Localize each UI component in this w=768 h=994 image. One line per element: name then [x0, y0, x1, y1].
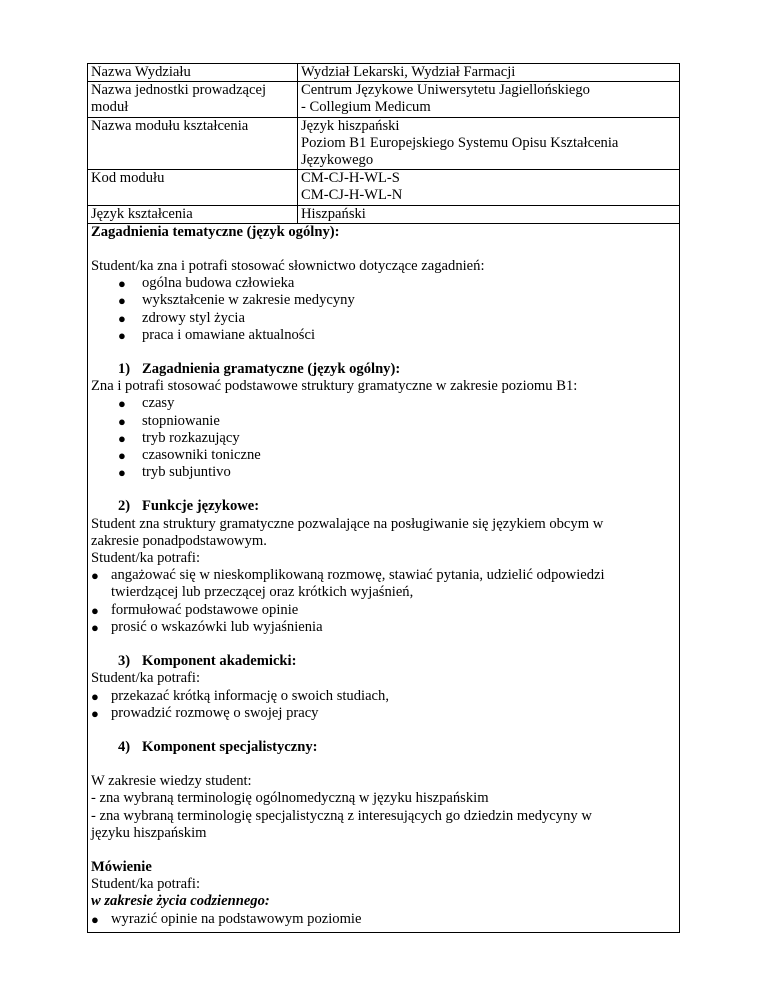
intro-text: Zna i potrafi stosować podstawowe struktury gramatyczne w zakresie poziomu B1:	[91, 378, 578, 395]
grammar-list	[91, 395, 676, 481]
list-item: ● praca i omawiane aktualności	[118, 326, 316, 343]
bullet-icon: ●	[91, 688, 99, 704]
intro-text: Student/ka potrafi:	[91, 670, 201, 687]
bullet-icon: ●	[91, 602, 99, 618]
intro-text: Student/ka potrafi:	[91, 876, 201, 893]
functions-list	[91, 567, 676, 636]
label-cell	[88, 205, 298, 223]
value-text: Hiszpański	[301, 205, 366, 222]
section-2-heading: 2) Funkcje językowe:	[118, 498, 260, 515]
value-cell	[298, 64, 680, 82]
paragraph-line: języku hiszpańskim	[91, 824, 207, 841]
list-item: ● zdrowy styl życia	[118, 309, 245, 326]
bullet-icon: ●	[118, 310, 126, 326]
list-item: ● angażować się w nieskomplikowaną rozmowę, stawiać pytania, udzielić odpowiedzi twierdzącej lub przeczącej oraz krótkich wyjaśnień,	[91, 567, 605, 601]
value-cell	[298, 170, 680, 205]
bullet-icon: ●	[118, 396, 126, 412]
bullet-icon: ●	[118, 413, 126, 429]
bullet-icon: ●	[91, 568, 99, 584]
bullet-icon: ●	[118, 430, 126, 446]
paragraph-line: W zakresie wiedzy student:	[91, 773, 252, 790]
bullet-icon: ●	[118, 276, 126, 292]
bullet-icon: ●	[91, 619, 99, 635]
list-item: ● prosić o wskazówki lub wyjaśnienia	[91, 618, 323, 635]
label-cell	[88, 82, 298, 117]
table-row	[88, 64, 680, 82]
document	[87, 63, 680, 933]
label-cell	[88, 117, 298, 170]
bullet-icon: ●	[91, 705, 99, 721]
value-text: - Collegium Medicum	[301, 99, 431, 116]
paragraph-line: - zna wybraną terminologię ogólnomedyczną w języku hiszpańskim	[91, 790, 489, 807]
value-text: Język hiszpański	[301, 117, 400, 134]
list-item: ● formułować podstawowe opinie	[91, 601, 299, 618]
label-cell	[88, 64, 298, 82]
paragraph-line: Student zna struktury gramatyczne pozwalające na posługiwanie się językiem obcym w	[91, 515, 604, 532]
value-text: Językowego	[301, 152, 374, 169]
bullet-icon: ●	[118, 448, 126, 464]
table-row	[88, 170, 680, 205]
list-item: ● stopniowanie	[118, 412, 220, 429]
section-1-heading: 1) Zagadnienia gramatyczne (język ogólny):	[118, 361, 401, 378]
label-text: moduł	[91, 99, 129, 116]
topics-list	[91, 275, 676, 344]
value-text: CM-CJ-H-WL-N	[301, 187, 403, 204]
bullet-icon: ●	[118, 465, 126, 481]
speaking-list	[91, 911, 676, 928]
label-text: Nazwa jednostki prowadzącej	[91, 82, 267, 99]
label-text: Kod modułu	[91, 170, 165, 187]
list-item: ● tryb rozkazujący	[118, 429, 240, 446]
list-item: ● tryb subjuntivo	[118, 464, 231, 481]
list-item: ● przekazać krótką informację o swoich studiach,	[91, 687, 389, 704]
value-text: CM-CJ-H-WL-S	[301, 170, 400, 187]
bullet-icon: ●	[91, 911, 99, 927]
table-row	[88, 82, 680, 117]
label-text: Nazwa modułu kształcenia	[91, 117, 249, 134]
list-item: ● czasy	[118, 395, 175, 412]
sub-heading: w zakresie życia codziennego:	[91, 893, 270, 910]
section-heading: Zagadnienia tematyczne (język ogólny):	[91, 223, 340, 240]
label-cell	[88, 170, 298, 205]
paragraph-line: Student/ka potrafi:	[91, 550, 201, 567]
value-text: Centrum Językowe Uniwersytetu Jagiellońskiego	[301, 82, 590, 99]
table-row	[88, 117, 680, 170]
label-text: Język kształcenia	[91, 205, 193, 222]
value-cell	[298, 117, 680, 170]
speaking-heading: Mówienie	[91, 858, 152, 875]
value-text: Wydział Lekarski, Wydział Farmacji	[301, 64, 516, 80]
value-text: Poziom B1 Europejskiego Systemu Opisu Kształcenia	[301, 134, 619, 151]
academic-list	[91, 688, 676, 722]
list-item: ● czasowniki toniczne	[118, 447, 261, 464]
section-4-heading: 4) Komponent specjalistyczny:	[118, 738, 318, 755]
bullet-icon: ●	[118, 327, 126, 343]
paragraph-line: zakresie ponadpodstawowym.	[91, 532, 267, 549]
list-item: ● wyrazić opinie na podstawowym poziomie	[91, 910, 362, 927]
list-item: ● prowadzić rozmowę o swojej pracy	[91, 704, 319, 721]
intro-text: Student/ka zna i potrafi stosować słownictwo dotyczące zagadnień:	[91, 258, 485, 275]
label-text: Nazwa Wydziału	[91, 64, 191, 80]
content-box	[87, 224, 680, 933]
section-3-heading: 3) Komponent akademicki:	[118, 653, 297, 670]
bullet-icon: ●	[118, 293, 126, 309]
value-cell	[298, 82, 680, 117]
list-item: ● ogólna budowa człowieka	[118, 275, 295, 292]
list-item: ● wykształcenie w zakresie medycyny	[118, 292, 355, 309]
value-cell	[298, 205, 680, 223]
paragraph-line: - zna wybraną terminologię specjalistyczną z interesujących go dziedzin medycyny w	[91, 807, 592, 824]
module-info-table	[87, 63, 680, 224]
table-row	[88, 205, 680, 223]
